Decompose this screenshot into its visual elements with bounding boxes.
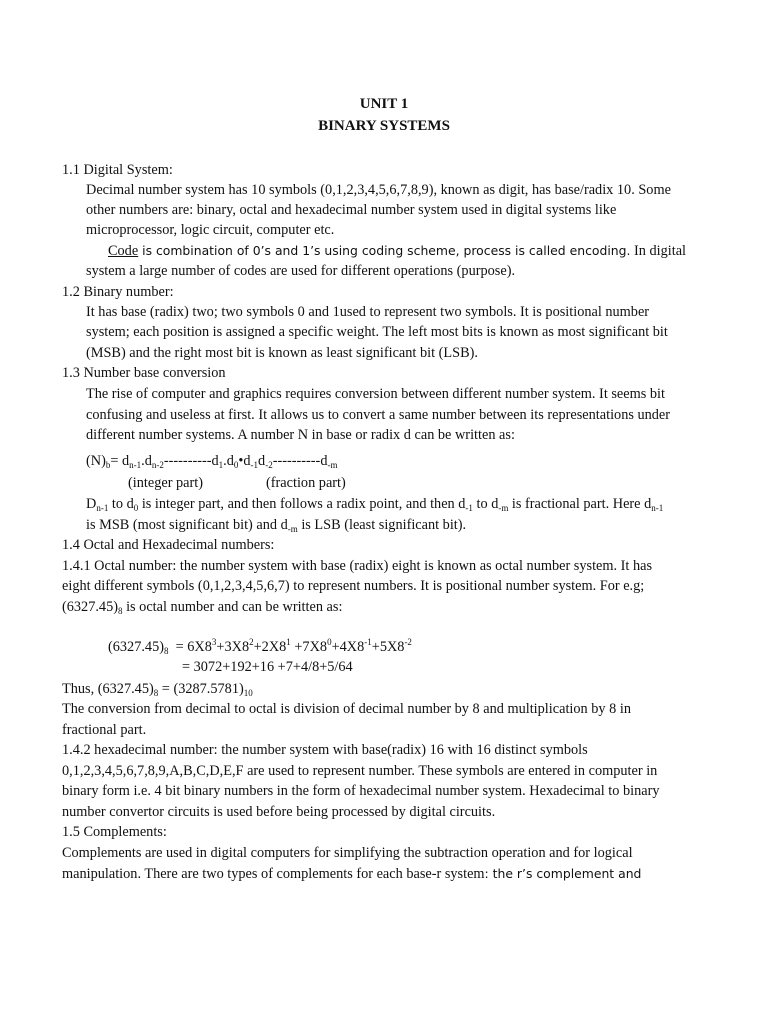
heading-1-5: 1.5 Complements: <box>62 824 167 840</box>
para-line: manipulation. There are two types of complements for each base-r system: the r’s complement and <box>62 866 642 882</box>
para-line: The conversion from decimal to octal is division of decimal number by 8 and multiplication by 8 in <box>62 701 631 717</box>
formula-octal-result: Thus, $(6327.45)_8 = (3287.5781)_{10}$ <box>62 681 253 698</box>
para-line: number convertor circuits is used before being processed by digital circuits. <box>62 804 496 820</box>
para-line: 0,1,2,3,4,5,6,7,8,9,A,B,C,D,E,F are used to represent number. These symbols are entered in computer in <box>62 763 658 779</box>
heading-1-4: 1.4 Octal and Hexadecimal numbers: <box>62 537 275 553</box>
para-line: Decimal number system has 10 symbols (0,1,2,3,4,5,6,7,8,9), known as digit, has base/radix 10. Some <box>86 182 671 198</box>
para-line-code <box>108 244 686 258</box>
para-line: is MSB (most significant bit) and $d_{-m}$ is LSB (least significant bit). <box>86 517 467 534</box>
chapter-title: BINARY SYSTEMS <box>318 118 450 134</box>
code-tail: In digital <box>630 243 687 259</box>
para-line: eight different symbols (0,1,2,3,4,5,6,7) to represent numbers. It is positional number system. For e.g; <box>62 578 645 594</box>
heading-1-2: 1.2 Binary number: <box>62 284 174 300</box>
para-line: 1.4.1 Octal number: the number system with base (radix) eight is known as octal number system. It has <box>62 558 653 574</box>
para-line: different number systems. A number N in base or radix d can be written as: <box>86 427 515 443</box>
code-term: Code <box>108 243 139 259</box>
code-definition: is combination of 0’s and 1’s using coding scheme, process is called encoding. <box>138 243 631 258</box>
para-line: The rise of computer and graphics requires conversion between different number system. It seems bit <box>86 386 665 402</box>
para-line: system; each position is assigned a specific weight. The left most bits is known as most significant bit <box>86 324 668 340</box>
para-line: 1.4.2 hexadecimal number: the number system with base(radix) 16 with 16 distinct symbols <box>62 742 588 758</box>
para-line: It has base (radix) two; two symbols 0 and 1used to represent two symbols. It is positional number <box>86 304 650 320</box>
heading-1-3: 1.3 Number base conversion <box>62 365 226 381</box>
para-line: confusing and useless at first. It allows us to convert a same number between its representations under <box>86 407 671 423</box>
para-line: binary form i.e. 4 bit binary numbers in the form of hexadecimal number system. Hexadecimal to binary <box>62 783 660 799</box>
para-line: fractional part. <box>62 722 147 738</box>
unit-title: UNIT 1 <box>359 96 409 112</box>
fraction-part-label: (fraction part) <box>266 475 346 491</box>
para-line: system a large number of codes are used for different operations (purpose). <box>86 263 516 279</box>
formula-number-radix: $(N)_b=$ $d_{n-1}.d_{n-2}----------d_1.d_0•d_{-1}d_{-2}----------d_{-m}$ <box>86 453 338 470</box>
integer-part-label: (integer part) <box>128 475 204 491</box>
formula-octal-sum: = 3072+192+16 +7+4/8+5/64 <box>182 659 353 675</box>
heading-1-1: 1.1 Digital System: <box>62 162 173 178</box>
para-line: microprocessor, logic circuit, computer etc. <box>86 222 335 238</box>
para-line: other numbers are: binary, octal and hexadecimal number system used in digital systems like <box>86 202 617 218</box>
formula-octal-expansion: $(6327.45)_8 = 6X8^3+3X8^2+2X8^1 +7X8^0+4X8^{-1}+5X8^{-2}$ <box>108 637 412 656</box>
para-line: (MSB) and the right most bit is known as least significant bit (LSB). <box>86 345 478 361</box>
para-line: Complements are used in digital computers for simplifying the subtraction operation and for logical <box>62 845 633 861</box>
para-line: $D_{n-1}$ to $d_0$ is integer part, and then follows a radix point, and then $d_{-1}$ to $d_{-m}$ is fractional part. Here $d_{n-1}$ <box>86 496 664 513</box>
para-line: $(6327.45)_8$ is octal number and can be written as: <box>62 599 343 616</box>
